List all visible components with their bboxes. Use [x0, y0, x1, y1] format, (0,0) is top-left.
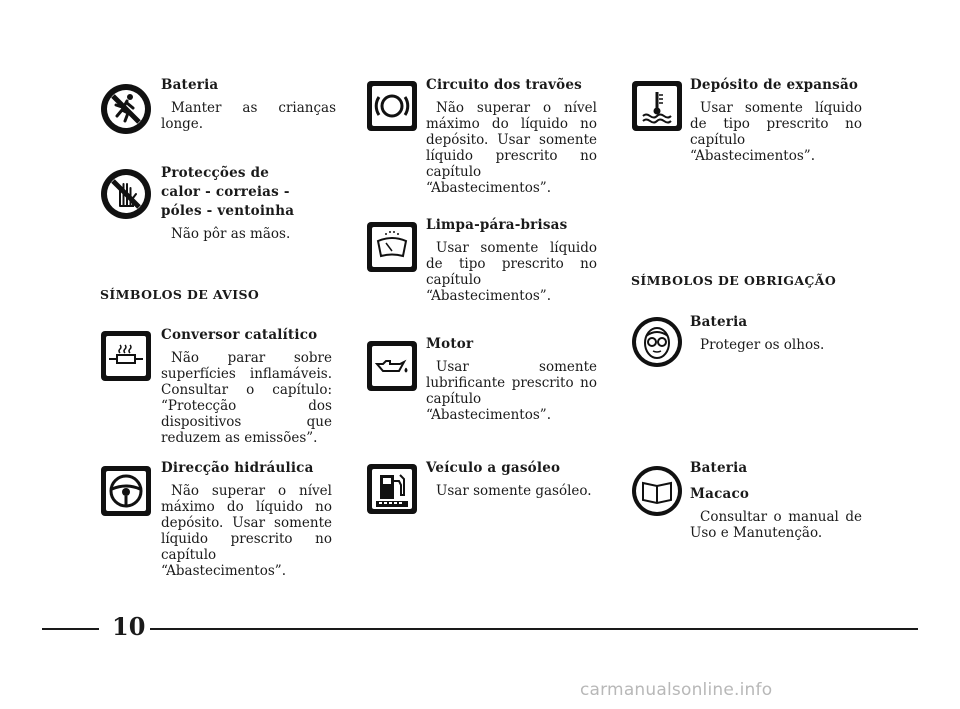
footer-rule-left [42, 628, 99, 630]
footer-rule-right [150, 628, 918, 630]
entry-title: Conversor catalítico [161, 327, 318, 343]
entry-title: Direcção hidráulica [161, 460, 314, 476]
coolant-expansion-tank-icon [631, 80, 683, 132]
entry-motor [426, 335, 597, 423]
diesel-fuel-icon [366, 463, 418, 515]
entry-title: Motor [426, 336, 474, 352]
entry-text: Não parar sobre superfícies inflamáveis. Consultar o capítulo: “Protecção dos dispositivos que reduzem as emissões”. [161, 350, 332, 446]
windscreen-washer-icon [366, 221, 418, 273]
entry-direccao [161, 459, 332, 579]
entry-text: Usar somente líquido de tipo prescrito no capítulo “Abastecimentos”. [690, 100, 862, 164]
entry-text: Manter as crianças longe. [161, 100, 336, 132]
entry-circuito-travoes [426, 76, 597, 196]
brake-circuit-icon [366, 80, 418, 132]
entry-title: Protecções de calor - correias - póles - ventoinha [161, 165, 295, 219]
entry-proteccoes [161, 164, 336, 242]
entry-title: Bateria [161, 77, 219, 93]
entry-title-2: Macaco [690, 486, 750, 502]
entry-title: Bateria [690, 460, 748, 476]
entry-text: Usar somente gasóleo. [436, 483, 592, 499]
keep-children-away-icon [100, 83, 152, 135]
entry-limpa-para-brisas [426, 216, 597, 304]
consult-manual-icon [631, 465, 683, 517]
engine-oil-icon [366, 340, 418, 392]
entry-deposito-expansao [690, 76, 862, 164]
entry-bateria-criancas [161, 76, 336, 132]
entry-title: Depósito de expansão [690, 77, 859, 93]
entry-bateria-olhos [690, 313, 862, 353]
entry-title: Veículo a gasóleo [426, 460, 561, 476]
watermark: carmanualsonline.info [580, 680, 773, 700]
entry-text: Não superar o nível máximo do líquido no depósito. Usar somente líquido prescrito no capítulo “Abastecimentos”. [426, 100, 597, 196]
power-steering-icon [100, 465, 152, 517]
entry-text: Usar somente lubrificante prescrito no capítulo “Abastecimentos”. [426, 359, 597, 423]
entry-text: Usar somente líquido de tipo prescrito no capítulo “Abastecimentos”. [426, 240, 597, 304]
no-hands-icon [100, 168, 152, 220]
catalytic-converter-icon [100, 330, 152, 382]
entry-conversor [161, 326, 332, 446]
entry-title: Bateria [690, 314, 748, 330]
entry-text: Não pôr as mãos. [171, 226, 291, 242]
heading-simbolos-aviso: SÍMBOLOS DE AVISO [100, 287, 260, 302]
entry-text: Não superar o nível máximo do líquido no depósito. Usar somente líquido prescrito no capítulo “Abastecimentos”. [161, 483, 332, 579]
entry-gasoleo [426, 459, 597, 499]
entry-text: Consultar o manual de Uso e Manutenção. [690, 509, 862, 541]
heading-simbolos-obrigacao: SÍMBOLOS DE OBRIGAÇÃO [631, 273, 837, 288]
page-number: 10 [112, 612, 146, 641]
entry-title: Limpa-pára-brisas [426, 217, 568, 233]
entry-bateria-macaco [690, 459, 862, 541]
entry-title: Circuito dos travões [426, 77, 582, 93]
eye-protection-icon [631, 316, 683, 368]
entry-text: Proteger os olhos. [700, 337, 825, 353]
